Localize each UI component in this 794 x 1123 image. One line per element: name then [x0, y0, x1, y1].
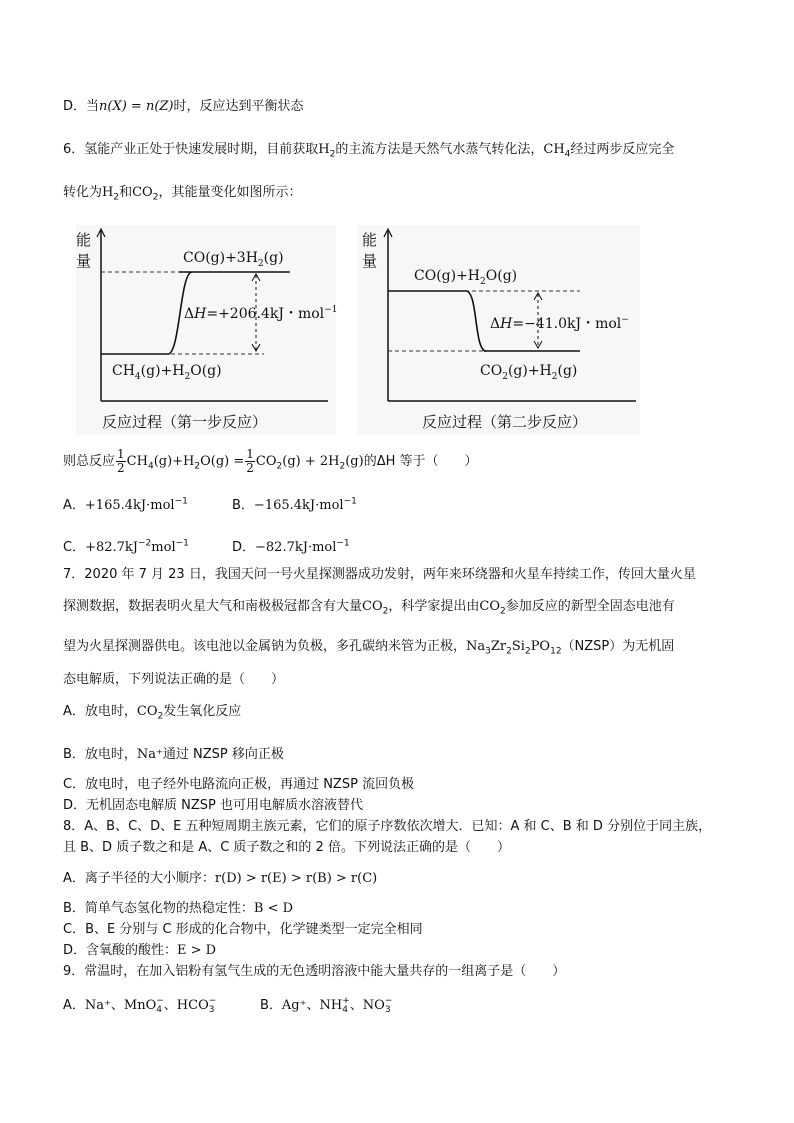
q6-ch4: CH	[543, 142, 565, 157]
sub: 2	[506, 646, 512, 657]
sub: 4	[147, 461, 154, 472]
sup: −1	[174, 496, 188, 507]
q8-stem-line2: 且 B、D 质子数之和是 A、C 质子数之和的 2 倍。下列说法正确的是（ ）	[63, 840, 510, 855]
q6-stem-line2	[63, 183, 301, 203]
q7-text: 参加反应的新型全固态电池有	[505, 599, 675, 614]
delta-h-label: ΔH=−41.0kJ・mol−	[490, 315, 629, 332]
q8-opt-text: A．离子半径的大小顺序：	[63, 871, 215, 886]
sub: 3	[208, 1004, 215, 1015]
energy-diagram-step2-svg	[358, 225, 640, 435]
q6-stem-line1	[63, 140, 674, 160]
fraction-half	[116, 448, 126, 475]
q6-total-prefix: 则总反应	[63, 454, 116, 469]
bottom-species: $CH_4(g)+H_2O(g)$	[112, 363, 222, 382]
option-value: +82.7kJ	[85, 540, 139, 555]
q8-option-b[interactable]	[63, 899, 293, 919]
sub: 2	[194, 461, 201, 472]
co2: CO	[479, 599, 500, 614]
co2: CO	[362, 599, 383, 614]
formula-part: Zr	[490, 639, 507, 654]
q6-stem-text: 经过两步反应完全	[570, 142, 675, 157]
sub: 2	[339, 461, 346, 472]
option-letter: B．	[232, 498, 254, 513]
q6-option-a[interactable]	[63, 494, 188, 513]
ion-list: 、HCO	[163, 998, 209, 1013]
co2: CO	[136, 704, 158, 719]
q8-option-a[interactable]	[63, 869, 377, 889]
sub: 2	[157, 711, 164, 722]
sub: 2	[113, 192, 120, 203]
q7-opt-text: 通过 NZSP 移向正极	[162, 747, 284, 762]
option-letter: A．	[63, 998, 85, 1013]
diagram-caption: 反应过程（第二步反应）	[422, 413, 588, 431]
sup: −	[208, 995, 217, 1006]
sup: −1	[175, 538, 189, 549]
eq-part: O(g) =	[200, 454, 245, 469]
option-value: −82.7kJ·mol	[255, 540, 337, 555]
q7-option-d[interactable]: D．无机固态电解质 NZSP 也可用电解质水溶液替代	[63, 798, 363, 813]
eq-part: CO	[255, 454, 277, 469]
q7-stem-line3	[63, 637, 674, 657]
ion-sup-sub	[209, 997, 217, 1015]
option-letter: C．	[63, 540, 86, 555]
frac-den: 2	[117, 461, 125, 475]
q6-stem-text: 6．氢能产业正处于快速发展时期，目前获取	[63, 142, 319, 157]
frac-num: 1	[246, 447, 254, 461]
energy-diagram-step1-svg	[76, 225, 336, 435]
sup: −	[384, 995, 393, 1006]
q5-optd-suffix: 时，反应达到平衡状态	[173, 99, 304, 114]
option-letter: B．	[260, 998, 282, 1013]
q6-stem-text: ，其能量变化如图所示：	[158, 185, 302, 200]
top-species: $CO(g)+3H_2(g)$	[183, 250, 284, 269]
q8-option-c[interactable]: C．B、E 分别与 C 形成的化合物中，化学键类型一定完全相同	[63, 922, 423, 937]
eq-part: (g) + 2H	[282, 454, 340, 469]
q5-option-d[interactable]	[63, 97, 304, 117]
formula-part: Na	[466, 639, 486, 654]
top-species: $CO(g)+H_2O(g)$	[414, 268, 518, 287]
q7-stem-line1: 7．2020 年 7 月 23 日，我国天问一号火星探测器成功发射，两年来环绕器和火星车持续工作，传回大量火星	[63, 567, 696, 582]
q7-opt-text: A．放电时，	[63, 704, 137, 719]
formula-part: Si	[511, 639, 525, 654]
q7-opt-text: B．放电时，	[63, 747, 137, 762]
sup: +	[342, 995, 350, 1006]
q7-text: （NZSP）为无机固	[561, 639, 675, 654]
bottom-species: $CO_2(g)+H_2(g)$	[480, 363, 578, 382]
ylabel-2: 量	[76, 252, 92, 270]
sub: 2	[499, 606, 506, 617]
sub: 3	[485, 646, 491, 657]
ion-list: 、NO	[349, 998, 385, 1013]
frac-den: 2	[246, 461, 254, 475]
q7-option-b[interactable]	[63, 745, 284, 765]
sub: 4	[564, 149, 571, 160]
sub: 2	[524, 646, 531, 657]
q6-h2: H	[102, 185, 114, 200]
q6-co2: CO	[132, 185, 153, 200]
q8-opt-text: D．含氧酸的酸性：	[63, 943, 178, 958]
q8-opt-math: B < D	[253, 901, 294, 916]
sub: 2	[329, 149, 336, 160]
ion-sup-sub	[156, 997, 164, 1015]
q6-stem-text: 和	[119, 185, 133, 200]
q5-optd-math: n(X) = n(Z)	[99, 99, 174, 114]
energy-diagram-step2	[358, 225, 640, 439]
q9-option-a[interactable]	[63, 994, 216, 1015]
q9-option-b[interactable]	[260, 994, 392, 1015]
diagram-caption: 反应过程（第一步反应）	[102, 413, 268, 431]
option-letter: D．	[232, 540, 256, 555]
q6-option-c[interactable]	[63, 536, 189, 555]
q7-text: 望为火星探测器供电。该电池以金属钠为负极，多孔碳纳米管为正极，	[63, 639, 467, 654]
q7-stem-line2	[63, 597, 675, 617]
ylabel-2: 量	[362, 252, 378, 270]
option-letter: A．	[63, 498, 85, 513]
q7-option-c[interactable]: C．放电时，电子经外电路流向正极，再通过 NZSP 流回负极	[63, 777, 415, 792]
delta-h-label: ΔH=+206.4kJ・mol$^{-1}$	[184, 305, 338, 322]
eq-part: CH	[126, 454, 148, 469]
q7-option-a[interactable]	[63, 702, 241, 722]
formula-part: PO	[530, 639, 551, 654]
q6-total-reaction	[63, 448, 478, 476]
fraction-half	[245, 448, 255, 475]
sup: −1	[336, 538, 350, 549]
q9-stem: 9．常温时，在加入铝粉有氢气生成的无色透明溶液中能大量共存的一组离子是（ ）	[63, 964, 566, 979]
sub: 2	[382, 606, 389, 617]
q6-h2: H	[318, 142, 330, 157]
ion-list: Ag⁺、NH	[281, 998, 343, 1013]
q8-stem-line1: 8．A、B、C、D、E 五种短周期主族元素，它们的原子序数依次增大．已知：A 和 C、B 和 D 分别位于同主族，	[63, 819, 712, 834]
na-ion: Na⁺	[136, 747, 163, 762]
q8-opt-math: E > D	[177, 943, 217, 958]
q7-text: ，科学家提出由	[388, 599, 480, 614]
sub: 4	[156, 1004, 162, 1015]
frac-num: 1	[117, 447, 125, 461]
sub: 3	[384, 1004, 391, 1015]
option-value: +165.4kJ·mol	[84, 498, 175, 513]
eq-part: (g)+H	[153, 454, 195, 469]
eq-part: (g)	[345, 454, 364, 469]
ion-sup-sub	[385, 997, 393, 1015]
q8-opt-text: B．简单气态氢化物的热稳定性：	[63, 901, 254, 916]
q6-stem-text: 转化为	[63, 185, 103, 200]
q7-opt-text: 发生氧化反应	[163, 704, 242, 719]
energy-diagram-step1	[76, 225, 336, 439]
ylabel-1: 能	[362, 231, 378, 249]
sup: −1	[343, 496, 357, 507]
ion-list: Na⁺、MnO	[84, 998, 157, 1013]
sub: 12	[550, 646, 562, 657]
q6-stem-text: 的主流方法是天然气水蒸气转化法，	[335, 142, 544, 157]
sub: 4	[342, 1004, 348, 1015]
sub: 2	[152, 192, 159, 203]
q7-text: 探测数据，数据表明火星大气和南极极冠都含有大量	[63, 599, 363, 614]
sup: −	[156, 995, 164, 1006]
sub: 2	[276, 461, 283, 472]
q6-total-suffix: 的ΔH 等于（ ）	[363, 454, 478, 469]
ion-sup-sub	[342, 997, 350, 1015]
q5-optd-prefix: D．当	[63, 99, 100, 114]
option-value: −165.4kJ·mol	[253, 498, 344, 513]
q8-option-d[interactable]	[63, 941, 216, 961]
q6-option-d[interactable]	[232, 536, 350, 555]
sup: −2	[138, 538, 152, 549]
ylabel-1: 能	[76, 231, 92, 249]
q8-opt-math: r(D) > r(E) > r(B) > r(C)	[214, 871, 378, 886]
q6-option-b[interactable]	[232, 494, 357, 513]
q7-stem-line4: 态电解质，下列说法正确的是（ ）	[63, 672, 285, 687]
option-value: mol	[151, 540, 176, 555]
